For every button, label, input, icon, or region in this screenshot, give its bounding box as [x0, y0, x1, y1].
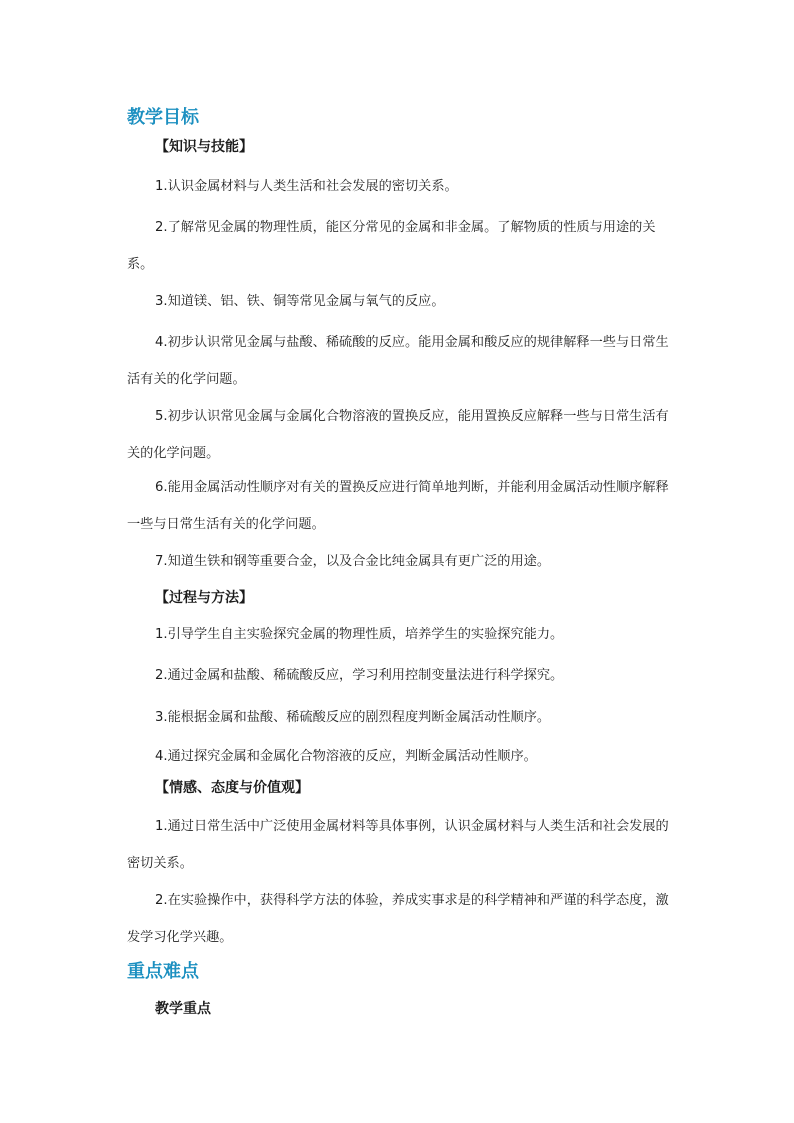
subheading-process: 【过程与方法】 [155, 590, 253, 606]
knowledge-item-6: 6.能用金属活动性顺序对有关的置换反应进行简单地判断，并能利用金属活动性顺序解释一些与日常生活有关的化学问题。 [127, 480, 669, 532]
subheading-values: 【情感、态度与价值观】 [155, 780, 309, 796]
section-title-objectives: 教学目标 [127, 107, 199, 128]
process-item-3: 3.能根据金属和盐酸、稀硫酸反应的剧烈程度判断金属活动性顺序。 [155, 710, 551, 725]
process-item-1: 1.引导学生自主实验探究金属的物理性质，培养学生的实验探究能力。 [155, 627, 564, 642]
knowledge-item-1: 1.认识金属材料与人类生活和社会发展的密切关系。 [155, 179, 458, 194]
knowledge-item-2: 2.了解常见金属的物理性质，能区分常见的金属和非金属。了解物质的性质与用途的关系。 [127, 220, 656, 272]
knowledge-item-4: 4.初步认识常见金属与盐酸、稀硫酸的反应。能用金属和酸反应的规律解释一些与日常生活有关的化学问题。 [127, 335, 669, 387]
values-item-2: 2.在实验操作中，获得科学方法的体验，养成实事求是的科学精神和严谨的科学态度，激发学习化学兴趣。 [127, 893, 669, 945]
process-item-4: 4.通过探究金属和金属化合物溶液的反应，判断金属活动性顺序。 [155, 749, 537, 764]
subheading-teaching-focus: 教学重点 [155, 1001, 211, 1017]
knowledge-item-3: 3.知道镁、铝、铁、铜等常见金属与氧气的反应。 [155, 294, 445, 309]
subheading-knowledge: 【知识与技能】 [155, 139, 253, 155]
section-title-key-points: 重点难点 [127, 961, 199, 982]
values-item-1: 1.通过日常生活中广泛使用金属材料等具体事例，认识金属材料与人类生活和社会发展的密切关系。 [127, 819, 669, 871]
knowledge-item-7: 7.知道生铁和钢等重要合金，以及合金比纯金属具有更广泛的用途。 [155, 554, 551, 569]
knowledge-item-5: 5.初步认识常见金属与金属化合物溶液的置换反应，能用置换反应解释一些与日常生活有关的化学问题。 [127, 409, 669, 461]
process-item-2: 2.通过金属和盐酸、稀硫酸反应，学习利用控制变量法进行科学探究。 [155, 668, 564, 683]
